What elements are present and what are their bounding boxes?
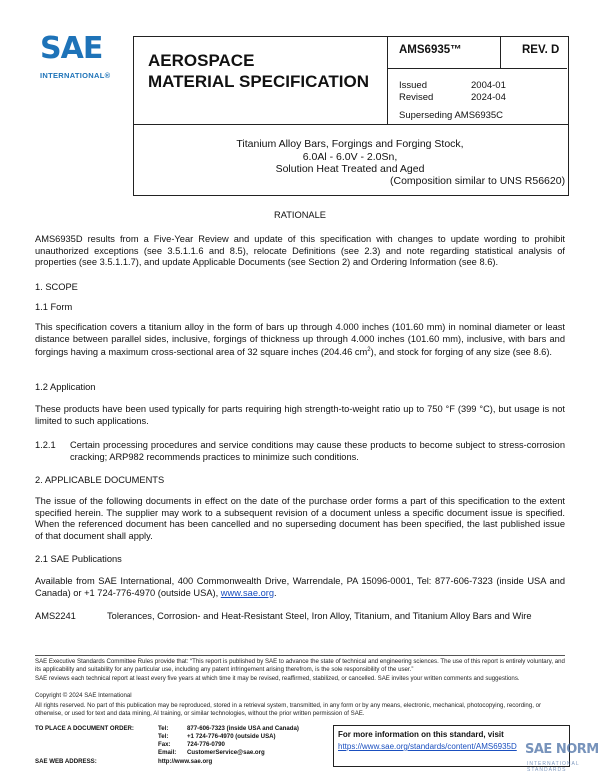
email-label: Email: <box>158 749 177 756</box>
section-heading: 2. APPLICABLE DOCUMENTS <box>35 475 165 485</box>
watermark-logo: SAE NORM <box>525 742 599 757</box>
footer-rights: All rights reserved. No part of this publication may be reproduced, stored in a retrieval system, transmitted, in any form or by any means, electronic, mechanical, photocopying, recording, or otherwise, or used for text and data mining, AI training, or similar technologies, without the prior written permission of SAE. <box>35 702 542 717</box>
order-label: TO PLACE A DOCUMENT ORDER: <box>35 725 134 732</box>
more-info-title: For more information on this standard, visit <box>338 730 504 739</box>
subsection-heading: 1.1 Form <box>35 302 73 312</box>
document-number: AMS6935™ <box>399 44 462 56</box>
tel-value: 877-606-7323 (inside USA and Canada) <box>187 725 299 732</box>
title-line: (Composition similar to UNS R56620) <box>390 175 566 187</box>
fax-value: 724-776-0790 <box>187 741 225 748</box>
reference-title: Tolerances, Corrosion- and Heat-Resistant Steel, Iron Alloy, Titanium, and Titanium Alloy Bars and Wire <box>107 611 532 621</box>
sae-logo-subtitle: INTERNATIONAL® <box>40 71 111 80</box>
section-heading: 1. SCOPE <box>35 282 78 292</box>
rationale-heading: RATIONALE <box>273 210 326 220</box>
issued-label: Issued <box>399 80 427 91</box>
header-divider <box>388 68 567 69</box>
scope-form-text <box>35 322 565 359</box>
paragraph-number: 1.2.1 <box>35 440 56 450</box>
title-line: Titanium Alloy Bars, Forgings and Forging Stock, <box>236 138 464 150</box>
text-span: This specification covers a titanium alloy in the form of bars up through 4.000 inches (101.60 mm) in nominal diameter or least distance between parallel sides, inclusive, forgings of thickness up through 4.000 inches (101.60 mm), inclusive, with bars and forgings having a maximum cross-sectional area of 32 square inches (204.46 cm <box>35 322 565 358</box>
application-text: These products have been used typically for parts requiring high strength-to-weight ratio up to 750 °F (399 °C), but usage is not limited to such applications. <box>35 404 565 426</box>
header-divider <box>500 36 501 68</box>
sae-website-link[interactable]: www.sae.org <box>220 587 275 598</box>
superseding-note: Superseding AMS6935C <box>399 110 504 121</box>
tel-value: +1 724-776-4970 (outside USA) <box>187 733 276 740</box>
standard-page-link[interactable]: https://www.sae.org/standards/content/AMS6935D <box>338 742 517 751</box>
sae-publications-text <box>35 576 565 599</box>
issued-date: 2004-01 <box>471 80 506 91</box>
header-divider <box>387 36 388 124</box>
email-value: CustomerService@sae.org <box>187 749 265 756</box>
fax-label: Fax: <box>158 741 171 748</box>
superscript: 2 <box>367 347 371 354</box>
revised-date: 2024-04 <box>471 92 506 103</box>
footer-copyright: Copyright © 2024 SAE International <box>35 692 132 699</box>
web-label: SAE WEB ADDRESS: <box>35 758 97 765</box>
web-value: http://www.sae.org <box>158 758 213 765</box>
sae-logo: SAE <box>40 31 103 66</box>
tel-label: Tel: <box>158 725 169 732</box>
subsection-heading: 2.1 SAE Publications <box>35 554 122 564</box>
stress-corrosion-text: Certain processing procedures and service conditions may cause these products to become subject to stress-corrosion cracking; ARP982 recommends practices to minimize such conditions. <box>70 440 565 462</box>
title-line: Solution Heat Treated and Aged <box>275 163 425 175</box>
tel-label: Tel: <box>158 733 169 740</box>
title-line: MATERIAL SPECIFICATION <box>148 72 369 91</box>
reference-id: AMS2241 <box>35 611 76 621</box>
text-span: Available from SAE International, 400 Commonwealth Drive, Warrendale, PA 15096-0001, Tel: 877-606-7323 (inside USA and Canada) or +1 724-776-4970 (outside USA), <box>35 576 565 598</box>
footer-rule <box>35 655 565 656</box>
applicable-documents-text: The issue of the following documents in effect on the date of the purchase order forms a part of this specification to the extent specified herein. The supplier may work to a subsequent revision of a document unless a specific document issue is specified. When the referenced document has been cancelled and no superseding document has been specified, the last published issue of that document shall apply. <box>35 496 565 541</box>
footer-disclaimer: SAE Executive Standards Committee Rules provide that: “This report is published by SAE to advance the state of technical and engineering sciences. The use of this report is entirely voluntary, and its applicability and suitability for any particular use, including any patent infringement arising therefrom, is the sole responsibility of the user.” <box>35 658 565 673</box>
revised-label: Revised <box>399 92 434 103</box>
watermark-subtitle: INTERNATIONAL STANDARDS <box>527 761 580 773</box>
title-line: AEROSPACE <box>148 51 255 70</box>
text-span: . <box>274 587 277 598</box>
title-line: 6.0Al - 6.0V - 2.0Sn, <box>302 151 398 163</box>
subsection-heading: 1.2 Application <box>35 382 96 392</box>
footer-review-note: SAE reviews each technical report at least every five years at which time it may be revised, reaffirmed, stabilized, or cancelled. SAE invites your written comments and suggestions. <box>35 675 520 682</box>
document-type-title <box>148 50 369 92</box>
revision-label: REV. D <box>522 44 560 56</box>
rationale-text: AMS6935D results from a Five-Year Review and update of this specification with changes to update wording to prohibit unauthorized exceptions (see 3.5.1.1.6 and 8.5), relocate Definitions (see 2.3) and note regarding statistical analysis of properties (see 3.5.1.1.7), and update Applicable Documents (see Section 2) and Ordering Information (see 8.6). <box>35 234 565 268</box>
text-span: ), and stock for forging of any size (see 8.6). <box>370 347 553 358</box>
